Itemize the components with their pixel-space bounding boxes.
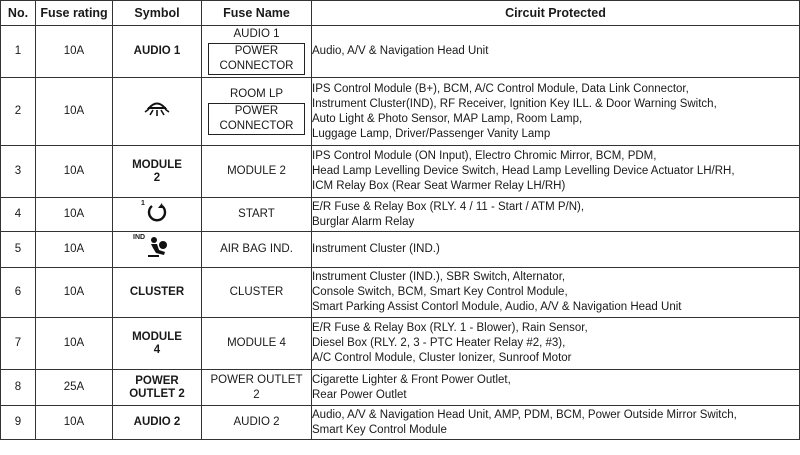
header-fuse-rating: Fuse rating	[36, 1, 113, 26]
table-row	[1, 318, 800, 370]
table-row	[1, 370, 800, 406]
table-row	[1, 198, 800, 232]
symbol-line: MODULE	[132, 158, 182, 171]
row-number: 5	[1, 232, 36, 268]
row-number: 8	[1, 370, 36, 406]
circuit-line: Auto Light & Photo Sensor, MAP Lamp, Room Lamp,	[312, 112, 583, 125]
symbol-label	[113, 146, 202, 198]
power-connector-box	[208, 43, 305, 75]
fuse-rating: 10A	[36, 146, 113, 198]
fuse-rating: 10A	[36, 198, 113, 232]
circuit-protected	[312, 318, 800, 370]
fuse-name-label: ROOM LP	[229, 88, 284, 100]
fuse-rating: 10A	[36, 78, 113, 146]
circuit-line: E/R Fuse & Relay Box (RLY. 4 / 11 - Start / ATM P/N),	[312, 200, 585, 213]
circuit-line: Smart Parking Assist Contorl Module, Audio, A/V & Navigation Head Unit	[312, 301, 682, 313]
circuit-line: A/C Control Module, Cluster Ionizer, Sunroof Motor	[312, 352, 572, 364]
fuse-name-line: 2	[253, 388, 260, 401]
row-number: 3	[1, 146, 36, 198]
symbol-cell	[113, 232, 202, 268]
fuse-name: START	[202, 198, 312, 232]
circuit-protected	[312, 370, 800, 406]
fuse-name	[202, 78, 312, 146]
airbag-indicator-icon	[133, 234, 169, 263]
fuse-rating: 10A	[36, 232, 113, 268]
fuse-name: CLUSTER	[202, 268, 312, 318]
circuit-line: Instrument Cluster (IND.), SBR Switch, Alternator,	[312, 271, 566, 283]
symbol-line: POWER	[135, 374, 179, 387]
symbol-cell	[113, 198, 202, 232]
header-fuse-name: Fuse Name	[202, 1, 312, 26]
circuit-line: Cigarette Lighter & Front Power Outlet,	[312, 373, 511, 386]
table-row	[1, 406, 800, 440]
symbol-cell	[113, 78, 202, 146]
circuit-line: Audio, A/V & Navigation Head Unit, AMP, PDM, BCM, Power Outside Mirror Switch,	[312, 408, 737, 421]
table-row	[1, 78, 800, 146]
symbol-label: CLUSTER	[113, 268, 202, 318]
row-number: 6	[1, 268, 36, 318]
circuit-protected	[312, 26, 800, 78]
fuse-name-line: POWER OUTLET	[210, 373, 303, 386]
fuse-rating: 10A	[36, 26, 113, 78]
circuit-line: Audio, A/V & Navigation Head Unit	[312, 45, 489, 57]
row-number: 9	[1, 406, 36, 440]
fuse-name	[202, 26, 312, 78]
power-connector-box	[208, 103, 305, 135]
table-row	[1, 232, 800, 268]
fuse-rating: 10A	[36, 318, 113, 370]
circuit-line: Diesel Box (RLY. 2, 3 - PTC Heater Relay #2, #3),	[312, 337, 566, 349]
symbol-superscript: 1	[141, 200, 145, 207]
row-number: 4	[1, 198, 36, 232]
symbol-label	[113, 318, 202, 370]
connector-label-line: POWER	[234, 105, 279, 117]
circuit-line: Instrument Cluster(IND), RF Receiver, Ignition Key ILL. & Door Warning Switch,	[312, 97, 717, 110]
header-symbol: Symbol	[113, 1, 202, 26]
fuse-rating: 25A	[36, 370, 113, 406]
fuse-name: MODULE 4	[202, 318, 312, 370]
table-row	[1, 26, 800, 78]
connector-label-line: CONNECTOR	[219, 60, 294, 72]
header-circuit-protected: Circuit Protected	[312, 1, 800, 26]
fuse-name: AIR BAG IND.	[202, 232, 312, 268]
fuse-name: AUDIO 2	[202, 406, 312, 440]
table-row	[1, 268, 800, 318]
circuit-line: Rear Power Outlet	[312, 388, 407, 401]
symbol-line: OUTLET 2	[129, 387, 185, 400]
circuit-line: E/R Fuse & Relay Box (RLY. 1 - Blower), Rain Sensor,	[312, 322, 588, 334]
circuit-protected	[312, 78, 800, 146]
circuit-line: Console Switch, BCM, Smart Key Control Module,	[312, 286, 568, 298]
symbol-line: 2	[153, 171, 161, 184]
fuse-name	[202, 370, 312, 406]
dome-lamp-icon	[144, 109, 170, 121]
circuit-protected	[312, 406, 800, 440]
start-engine-icon	[141, 200, 168, 227]
circuit-line: Luggage Lamp, Driver/Passenger Vanity Lamp	[312, 127, 551, 140]
fuse-name: MODULE 2	[202, 146, 312, 198]
row-number: 7	[1, 318, 36, 370]
table-row	[1, 146, 800, 198]
circuit-line: Burglar Alarm Relay	[312, 215, 415, 228]
symbol-superscript: IND	[133, 234, 146, 241]
circuit-protected	[312, 146, 800, 198]
circuit-line: IPS Control Module (ON Input), Electro Chromic Mirror, BCM, PDM,	[312, 150, 657, 162]
circuit-line: ICM Relay Box (Rear Seat Warmer Relay LH/RH)	[312, 180, 566, 192]
connector-label-line: CONNECTOR	[219, 120, 294, 132]
header-no: No.	[1, 1, 36, 26]
header-row	[1, 1, 800, 26]
symbol-line: MODULE	[132, 330, 182, 343]
circuit-line: Head Lamp Levelling Device Switch, Head Lamp Levelling Device Actuator LH/RH,	[312, 165, 735, 177]
fuse-rating: 10A	[36, 268, 113, 318]
symbol-label: AUDIO 1	[113, 26, 202, 78]
circuit-protected	[312, 268, 800, 318]
row-number: 2	[1, 78, 36, 146]
fuse-rating: 10A	[36, 406, 113, 440]
circuit-line: Smart Key Control Module	[312, 423, 447, 436]
circuit-line: Instrument Cluster (IND.)	[312, 243, 440, 255]
circuit-protected	[312, 198, 800, 232]
fuse-name-label: AUDIO 1	[233, 28, 280, 40]
circuit-protected	[312, 232, 800, 268]
row-number: 1	[1, 26, 36, 78]
connector-label-line: POWER	[234, 45, 279, 57]
symbol-line: 4	[153, 343, 161, 356]
symbol-label: AUDIO 2	[113, 406, 202, 440]
circuit-line: IPS Control Module (B+), BCM, A/C Control Module, Data Link Connector,	[312, 82, 689, 95]
symbol-label	[113, 370, 202, 406]
